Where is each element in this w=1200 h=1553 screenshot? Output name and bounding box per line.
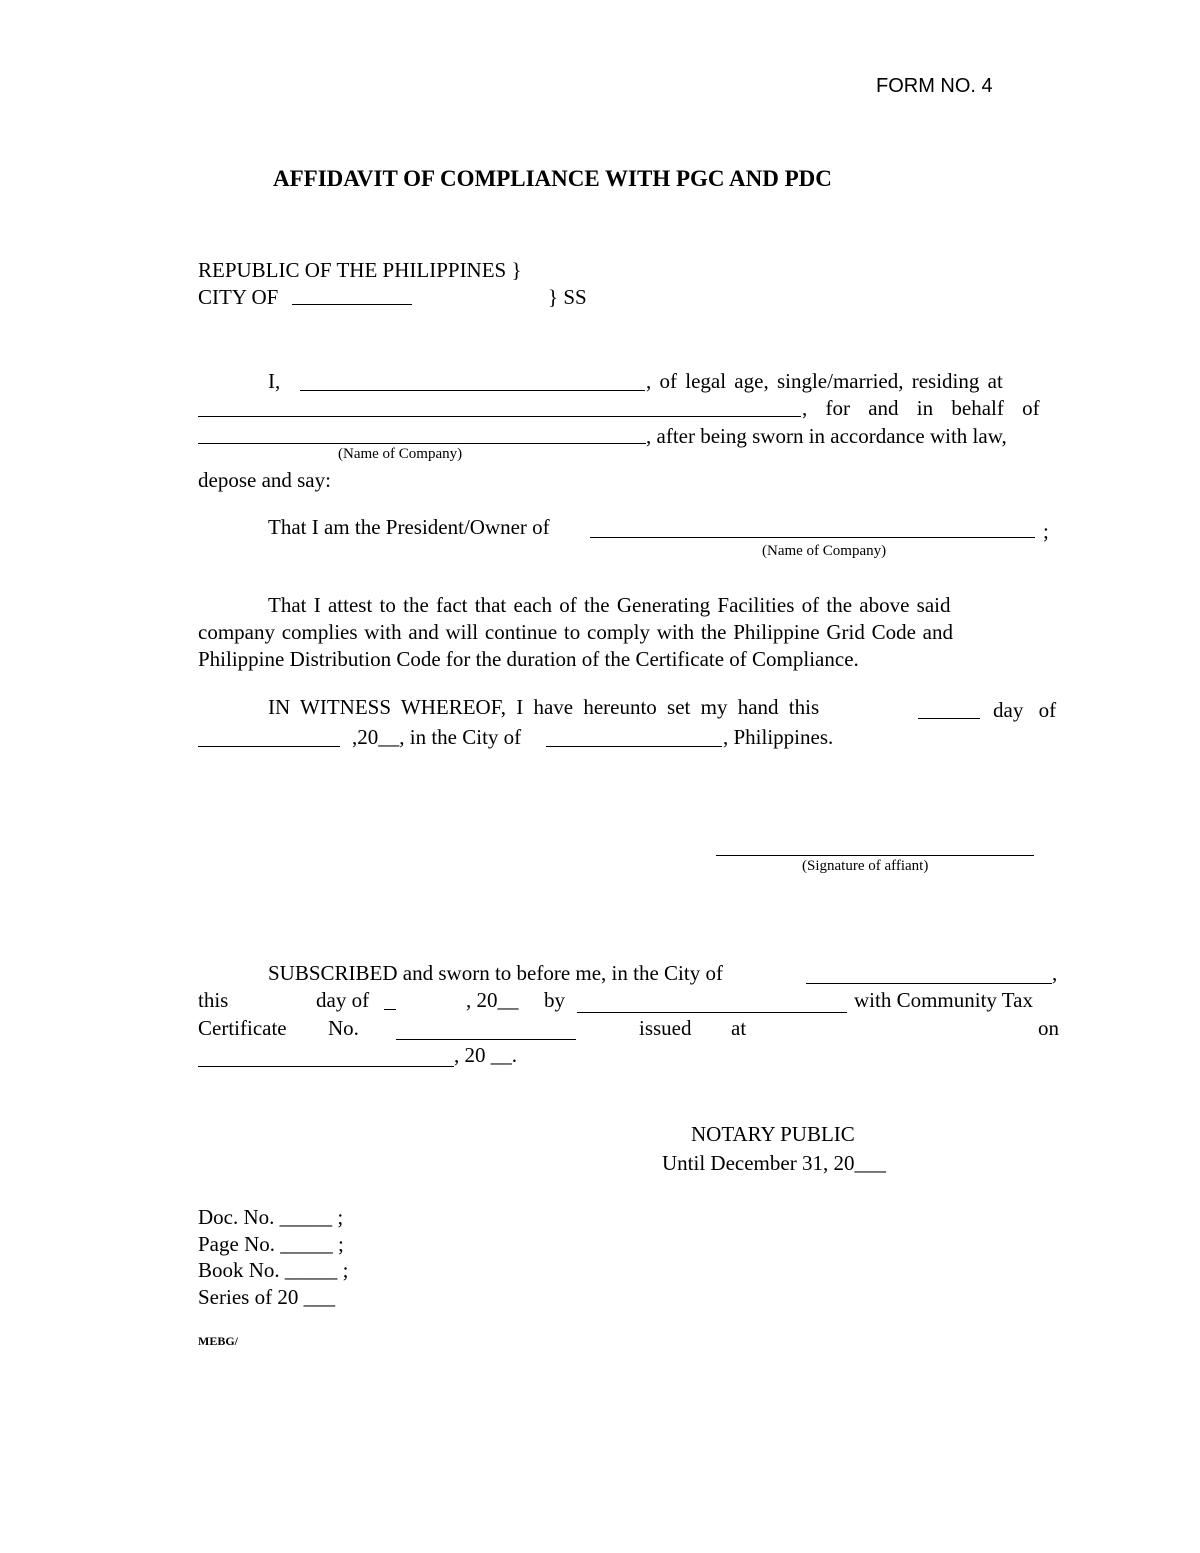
doc-no: Doc. No. _____ ; (198, 1205, 344, 1229)
venue-republic: REPUBLIC OF THE PHILIPPINES } (198, 258, 522, 282)
witness-day-line (918, 718, 980, 719)
form-number: FORM NO. 4 (876, 75, 993, 97)
depose-text: depose and say: (198, 468, 331, 492)
city-blank-line (292, 304, 412, 305)
jurat-ctc-line (396, 1039, 576, 1040)
president-company-line (590, 537, 1035, 538)
venue-ss: } SS (548, 285, 587, 309)
legal-age-text: , of legal age, single/married, residing at (646, 369, 1003, 393)
jurat-at: at (731, 1016, 747, 1040)
president-semicolon: ; (1043, 519, 1049, 543)
jurat-line-1-comma: , (1052, 961, 1058, 985)
affiant-i-label: I, (268, 369, 281, 393)
book-no: Book No. _____ ; (198, 1258, 349, 1282)
jurat-last: , 20 __. (454, 1043, 517, 1067)
jurat-day-of: day of (316, 988, 370, 1012)
signature-caption: (Signature of affiant) (802, 858, 929, 874)
jurat-by: by (544, 988, 565, 1012)
jurat-city-line (806, 983, 1052, 984)
signature-line (716, 855, 1034, 856)
notary-until: Until December 31, 20___ (662, 1151, 886, 1175)
witness-year-city: ,20__, in the City of (352, 725, 522, 749)
company-line-1 (198, 443, 646, 444)
attest-line-2: company complies with and will continue to comply with the Philippine Grid Code and (198, 620, 953, 644)
witness-month-line (198, 746, 340, 747)
president-text: That I am the President/Owner of (268, 515, 550, 539)
notary-title: NOTARY PUBLIC (691, 1122, 855, 1146)
residence-line (198, 416, 801, 417)
jurat-day-line (384, 1009, 396, 1010)
witness-city-line (546, 746, 722, 747)
jurat-comma-20: , 20__ (466, 988, 519, 1012)
document-title: AFFIDAVIT OF COMPLIANCE WITH PGC AND PDC (273, 166, 832, 191)
witness-philippines: , Philippines. (723, 725, 834, 749)
jurat-this: this (198, 988, 229, 1012)
affiant-name-line (300, 390, 645, 391)
jurat-certificate: Certificate (198, 1016, 287, 1040)
attest-line-1: That I attest to the fact that each of the Generating Facilities of the above said (268, 593, 951, 617)
jurat-issued: issued (639, 1016, 692, 1040)
venue-city-label: CITY OF (198, 285, 279, 309)
jurat-date-line (198, 1066, 454, 1067)
jurat-no: No. (328, 1016, 359, 1040)
company-caption-2: (Name of Company) (762, 543, 887, 559)
witness-day-of: day of (993, 698, 1057, 722)
jurat-on: on (1038, 1016, 1059, 1040)
sworn-text: , after being sworn in accordance with law, (646, 424, 1007, 448)
initials: MEBG/ (198, 1334, 239, 1348)
jurat-by-line (577, 1012, 847, 1013)
behalf-text: , for and in behalf of (802, 396, 1040, 420)
jurat-with-ctc: with Community Tax (854, 988, 1033, 1012)
company-caption-1: (Name of Company) (338, 446, 463, 462)
page-no: Page No. _____ ; (198, 1232, 344, 1256)
attest-line-3: Philippine Distribution Code for the duration of the Certificate of Compliance. (198, 647, 859, 671)
witness-text: IN WITNESS WHEREOF, I have hereunto set my hand this (268, 695, 820, 719)
series-of: Series of 20 ___ (198, 1285, 336, 1309)
jurat-line-1: SUBSCRIBED and sworn to before me, in the City of (268, 961, 723, 985)
